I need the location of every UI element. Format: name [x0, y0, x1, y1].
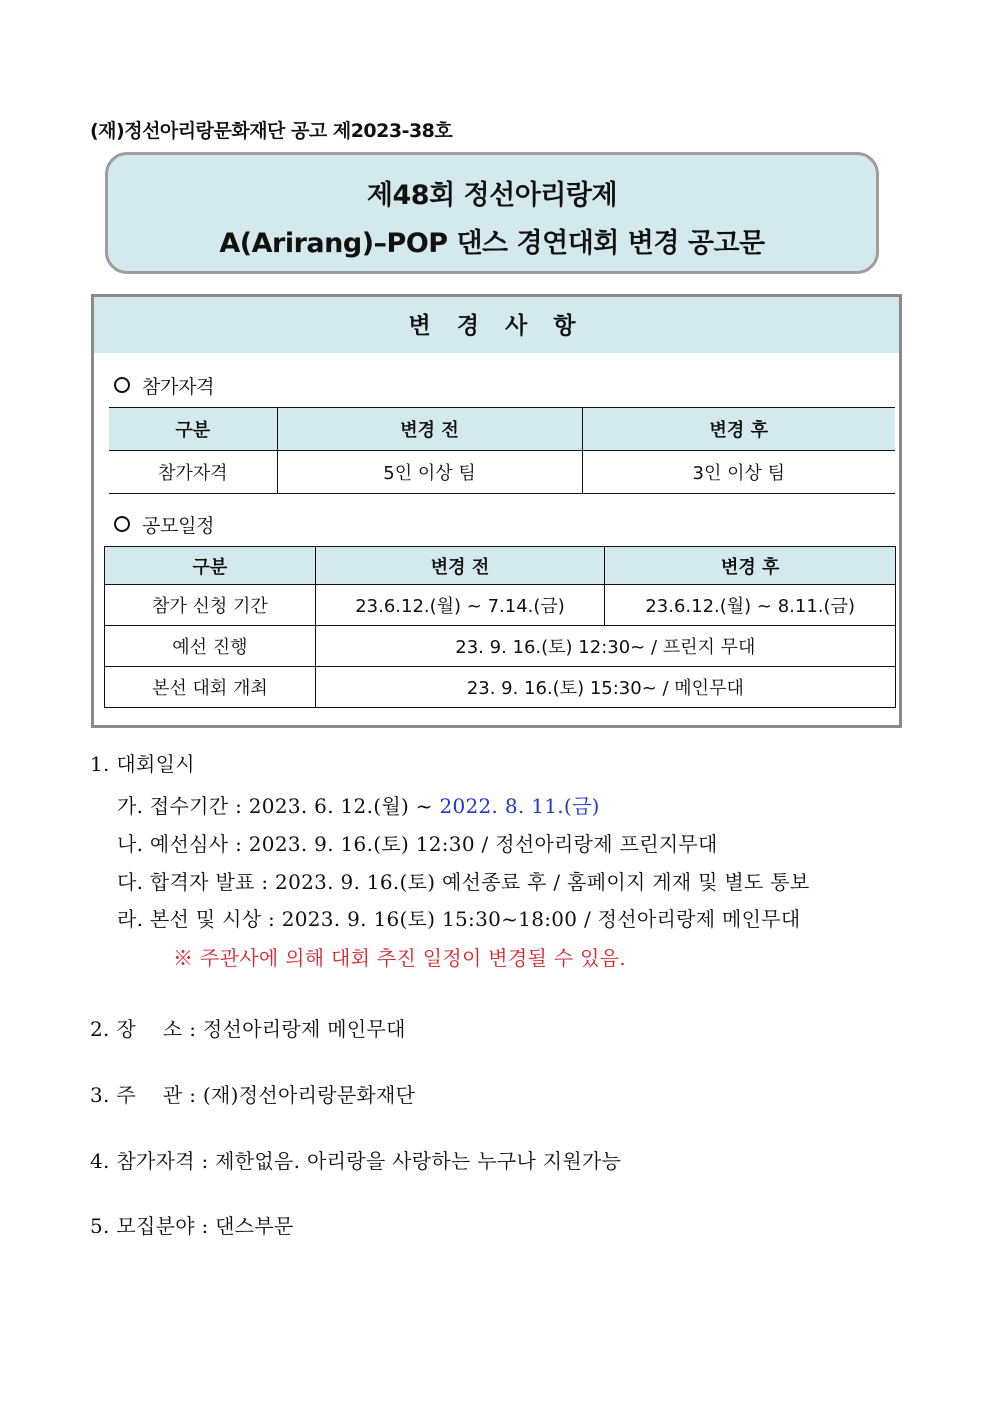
col-header: 변경 전	[277, 408, 582, 451]
section-5: 5. 모집분야 : 댄스부문	[90, 1214, 294, 1238]
schedule-label	[114, 511, 214, 538]
circle-bullet-icon	[114, 516, 130, 532]
item-a-changed-date: 2022. 8. 11.(금)	[439, 794, 600, 818]
eligibility-label	[114, 372, 214, 399]
section-2: 2. 장 소 : 정선아리랑제 메인무대	[90, 1017, 406, 1041]
table-cell: 3인 이상 팀	[582, 451, 895, 494]
table-cell: 23. 9. 16.(토) 15:30~ / 메인무대	[315, 667, 895, 708]
changes-heading: 변 경 사 항	[94, 297, 899, 353]
table-row	[109, 451, 895, 494]
table-cell: 23. 9. 16.(토) 12:30~ / 프린지 무대	[315, 626, 895, 667]
table-cell: 본선 대회 개최	[105, 667, 316, 708]
schedule-change-note: ※ 주관사에 의해 대회 추진 일정이 변경될 수 있음.	[173, 946, 626, 970]
table-cell: 예선 진행	[105, 626, 316, 667]
table-row	[105, 585, 896, 626]
schedule-table	[104, 546, 896, 708]
schedule-label-text: 공모일정	[142, 515, 215, 537]
col-header: 변경 후	[605, 547, 896, 585]
col-header: 변경 전	[315, 547, 605, 585]
section-1-item-d: 라. 본선 및 시상 : 2023. 9. 16(토) 15:30~18:00 / 정선아리랑제 메인무대	[117, 907, 801, 931]
section-4: 4. 참가자격 : 제한없음. 아리랑을 사랑하는 누구나 지원가능	[90, 1149, 622, 1173]
table-cell: 5인 이상 팀	[277, 451, 582, 494]
table-header-row	[109, 408, 895, 451]
table-header-row	[105, 547, 896, 585]
item-a-text: 가. 접수기간 : 2023. 6. 12.(월) ~	[117, 794, 440, 818]
section-1-item-b: 나. 예선심사 : 2023. 9. 16.(토) 12:30 / 정선아리랑제 프린지무대	[117, 832, 718, 856]
table-row	[105, 626, 896, 667]
title-line-1: 제48회 정선아리랑제	[366, 180, 618, 211]
table-cell: 23.6.12.(월) ~ 8.11.(금)	[605, 585, 896, 626]
eligibility-label-text: 참가자격	[142, 376, 215, 398]
col-header: 구분	[105, 547, 316, 585]
eligibility-table	[109, 407, 895, 494]
circle-bullet-icon	[114, 377, 130, 393]
title-line-2: A(Arirang)–POP 댄스 경연대회 변경 공고문	[219, 228, 765, 259]
changes-panel	[91, 294, 902, 728]
table-cell: 참가 신청 기간	[105, 585, 316, 626]
table-cell: 23.6.12.(월) ~ 7.14.(금)	[315, 585, 605, 626]
section-1-item-a	[117, 790, 600, 819]
table-row	[105, 667, 896, 708]
section-1-title: 1. 대회일시	[90, 752, 195, 776]
col-header: 변경 후	[582, 408, 895, 451]
section-3: 3. 주 관 : (재)정선아리랑문화재단	[90, 1083, 416, 1107]
title-box	[105, 152, 879, 274]
notice-number: (재)정선아리랑문화재단 공고 제2023-38호	[90, 120, 453, 142]
table-cell: 참가자격	[109, 451, 277, 494]
col-header: 구분	[109, 408, 277, 451]
section-1-item-c: 다. 합격자 발표 : 2023. 9. 16.(토) 예선종료 후 / 홈페이지 게재 및 별도 통보	[117, 870, 810, 894]
